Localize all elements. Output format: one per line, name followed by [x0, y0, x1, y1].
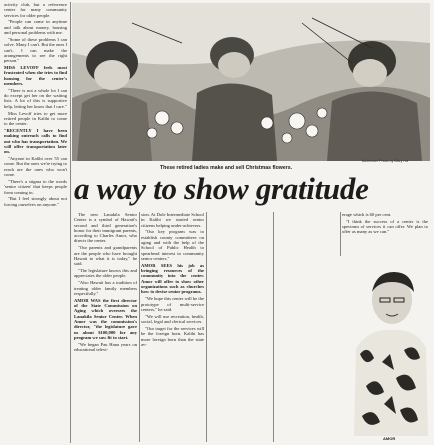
paragraph: Miss Levoff tries to get more retired people in Kalihi to come to the center.	[4, 110, 67, 127]
paragraph: "But I feel strongly about not forcing ourselves on anyone."	[4, 196, 67, 207]
left-column-text	[4, 2, 67, 442]
column-rule	[340, 212, 341, 256]
paragraph: "Also Hawaii has a tradition of treating older family members respectfully."	[74, 280, 137, 296]
photo-image	[72, 3, 430, 161]
paragraph: "We will use recreation, health, social, legal and clerical services.	[141, 313, 204, 325]
portrait-label: AMOR	[383, 436, 396, 441]
paragraph: "Our parents and grandparents are the people who have brought Hawaii to what it is today," he said.	[74, 245, 137, 267]
paragraph: erage which is 60 per cent.	[342, 212, 392, 217]
paragraph: "Our target for the services will be the foreign born. Kalihi has more foreign born than the state av-	[141, 325, 204, 347]
body-column-5	[342, 212, 428, 256]
paragraph: "Some of these problems I can solve. Many I can't. But the ones I can't, I can make the arrangements to see the right person."	[4, 36, 67, 64]
body-column-3	[208, 212, 271, 442]
paragraph: "RECENTLY I have been making outreach calls to find out who has transportation. We will offer transportation later on.	[4, 128, 67, 155]
paragraph: "We began Pau Hana years on educational televi-	[74, 341, 137, 353]
column-rule	[206, 212, 207, 442]
paragraph: "We hope this center will be the prototype of multi-service centers," he said.	[141, 296, 204, 312]
paragraph: "Our key program was to establish county committees on aging and with the help of the School of Public Health to spearhead interest in community senior centers."	[141, 229, 204, 261]
body-column-1	[74, 212, 137, 442]
paragraph: "Anyone in Kalihi over 55 can come. But the ones we're trying to reach are the ones who won't come.	[4, 156, 67, 178]
paragraph: activity club, but a referrence center for many community services for older people.	[4, 2, 67, 18]
paragraph: "I think the success of a center is the spectrum of services it can offer. We plan to offer as many as we can."	[342, 218, 428, 235]
photo-retired-ladies	[72, 3, 430, 161]
column-rule	[139, 212, 140, 442]
photo-credit: Advertiser Photo by Mary Ha	[362, 159, 408, 163]
paragraph: sion. At Dole Intermediate School in Kalihi we started senior citizens helping under-achievers.	[141, 212, 204, 228]
paragraph: "People can come in anytime and talk about money, housing and personal problems with me.	[4, 19, 67, 36]
body-column-2	[141, 212, 204, 442]
paragraph: "There is not a whole lot I can do except get her on the waiting lists. A lot of this is supportive help, letting her know that I care."	[4, 87, 67, 109]
paragraph: "The legislature knows this and appreciates the older people.	[74, 268, 137, 279]
portrait-image	[346, 258, 430, 436]
photo-caption: These retired ladies make and sell Christmas flowers.	[160, 165, 293, 171]
column-rule	[273, 212, 274, 442]
paragraph: The new Lanakila Senior Center is a symbol of Hawaii's second and third generation's honor for their immigrant parents, according to Charles Amor, who directs the center.	[74, 212, 137, 244]
paragraph: AMOR WAS the first director of the State Commission on Aging which oversees the Lanakila Senior Center. When Amor was the commission's director, "the legislature gave us about $100,000 for any program we saw fit to start.	[74, 297, 137, 340]
portrait-amor	[346, 258, 430, 436]
paragraph: "There's a stigma to the words 'senior citizen' that keeps people from coming in.	[4, 178, 67, 195]
column-rule	[70, 2, 71, 443]
headline: a way to show gratitude	[74, 171, 369, 206]
body-column-4	[275, 212, 338, 442]
paragraph: AMOR SEES his job as bringing resources of the community into the center. Amor will offer to show other organizations such as churches how to devise senior programs.	[141, 262, 204, 295]
paragraph: MISS LEVOFF feels most frustrated when she tries to find housing for the center's members.	[4, 65, 67, 86]
